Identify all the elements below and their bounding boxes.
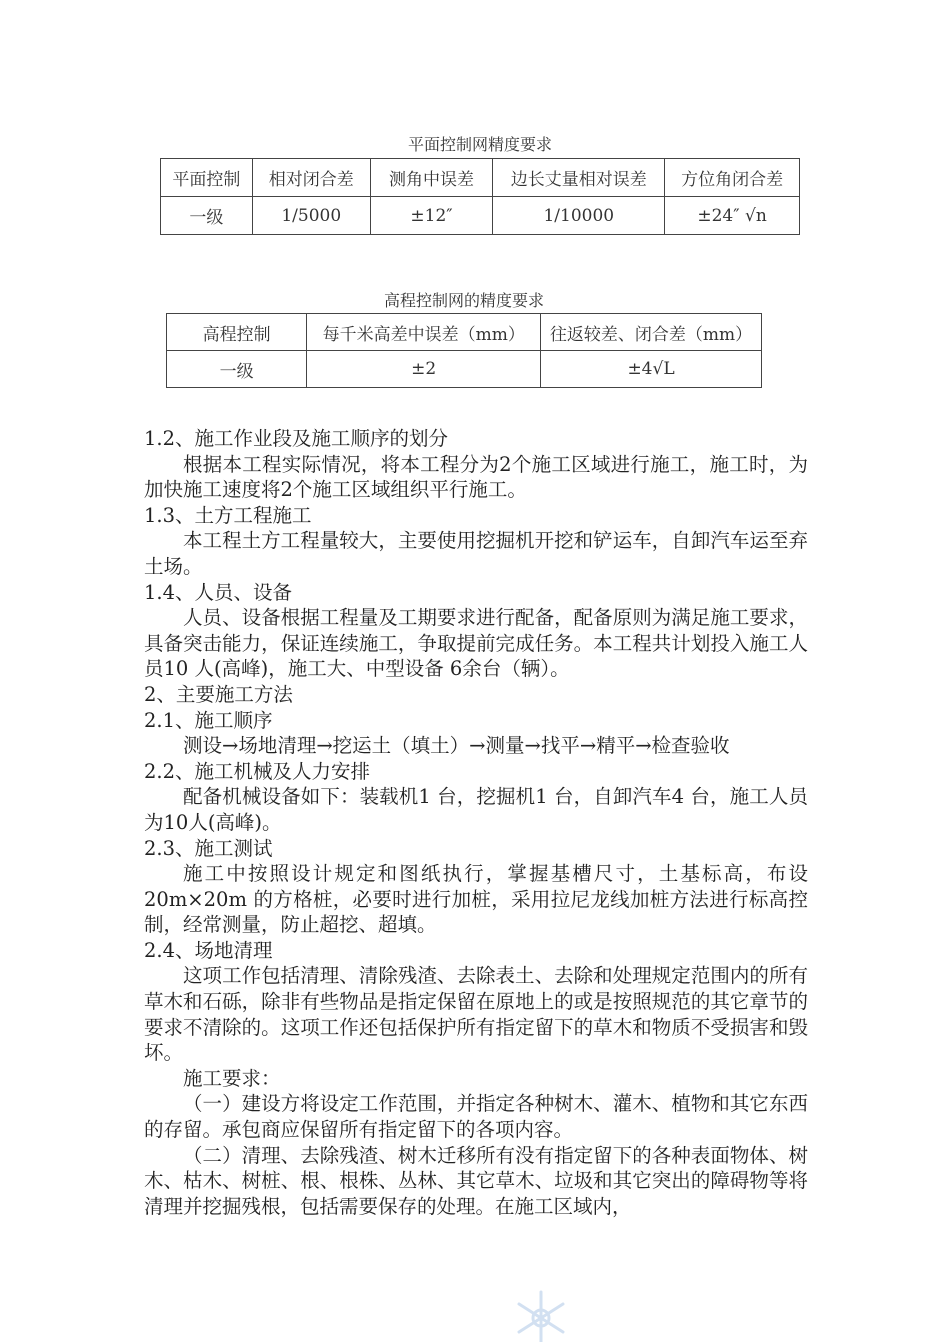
table-row (161, 197, 800, 235)
table-cell: ±2 (307, 351, 541, 388)
table-cell: ±4√L (541, 351, 762, 388)
watermark-snowflake-icon (506, 1286, 576, 1342)
section-heading: 2、主要施工方法 (144, 682, 293, 706)
section-heading: 1.4、人员、设备 (144, 580, 293, 604)
section-heading: 2.1、施工顺序 (144, 708, 273, 732)
table2-caption: 高程控制网的精度要求 (383, 291, 544, 310)
body-text (144, 426, 808, 1219)
paragraph: 施工要求： (183, 1066, 281, 1090)
section-heading: 2.4、场地清理 (144, 938, 273, 962)
table-row (167, 351, 762, 388)
table-cell: 一级 (161, 197, 253, 235)
paragraph: 本工程土方工程量较大，主要使用挖掘机开挖和铲运车，自卸汽车运至弃土场。 (144, 529, 808, 578)
paragraph: 配备机械设备如下：装载机1 台，挖掘机1 台，自卸汽车4 台，施工人员为10人(高峰)。 (144, 785, 808, 834)
table-cell: ±24″ √n (665, 197, 800, 235)
section-heading: 2.3、施工测试 (144, 836, 273, 860)
section-heading: 1.2、施工作业段及施工顺序的划分 (144, 427, 449, 450)
paragraph: 人员、设备根据工程量及工期要求进行配备，配备原则为满足施工要求，具备突击能力，保证连续施工，争取提前完成任务。本工程共计划投入施工人员10 人(高峰)，施工大、中型设备 6余台（辆）。 (144, 606, 808, 681)
paragraph: （二）清理、去除残渣、树木迁移所有没有指定留下的各种表面物体、树木、枯木、树桩、根、根株、丛林、其它草木、垃圾和其它突出的障碍物等将清理并挖掘残根，包括需要保存的处理。在施工区域内， (144, 1143, 808, 1218)
table-header-cell: 测角中误差 (370, 159, 493, 197)
table-header-cell: 高程控制 (167, 314, 307, 351)
table-cell: 一级 (167, 351, 307, 388)
section-heading: 1.3、土方工程施工 (144, 503, 312, 527)
paragraph: 这项工作包括清理、清除残渣、去除表土、去除和处理规定范围内的所有草木和石砾，除非有些物品是指定保留在原地上的或是按照规范的其它章节的要求不清除的。这项工作还包括保护所有指定留下的草木和物质不受损害和毁坏。 (144, 964, 808, 1065)
section-heading: 2.2、施工机械及人力安排 (144, 759, 371, 783)
table-header-cell: 边长丈量相对误差 (493, 159, 665, 197)
paragraph: 根据本工程实际情况，将本工程分为2个施工区域进行施工，施工时，为加快施工速度将2个施工区域组织平行施工。 (144, 452, 808, 502)
table1-caption: 平面控制网精度要求 (407, 135, 552, 154)
elevation-control-table (166, 313, 762, 388)
paragraph: （一）建设方将设定工作范围，并指定各种树木、灌木、植物和其它东西的存留。承包商应保留所有指定留下的各项内容。 (144, 1092, 808, 1142)
table-cell: 1/5000 (252, 197, 370, 235)
table-cell: 1/10000 (493, 197, 665, 235)
table-header-row (167, 314, 762, 351)
table-header-cell: 平面控制 (161, 159, 253, 197)
paragraph: 测设→场地清理→挖运土（填土）→测量→找平→精平→检查验收 (183, 734, 730, 758)
table-header-cell: 每千米高差中误差（mm） (307, 314, 541, 351)
table-header-cell: 往返较差、闭合差（mm） (541, 314, 762, 351)
table-header-row (161, 159, 800, 197)
plane-control-table (160, 158, 800, 235)
table-header-cell: 方位角闭合差 (665, 159, 800, 197)
paragraph: 施工中按照设计规定和图纸执行，掌握基槽尺寸，土基标高，布设20m×20m 的方格桩，必要时进行加桩，采用拉尼龙线加桩方法进行标高控制，经常测量，防止超挖、超填。 (144, 862, 808, 937)
table-header-cell: 相对闭合差 (252, 159, 370, 197)
table-cell: ±12″ (370, 197, 493, 235)
